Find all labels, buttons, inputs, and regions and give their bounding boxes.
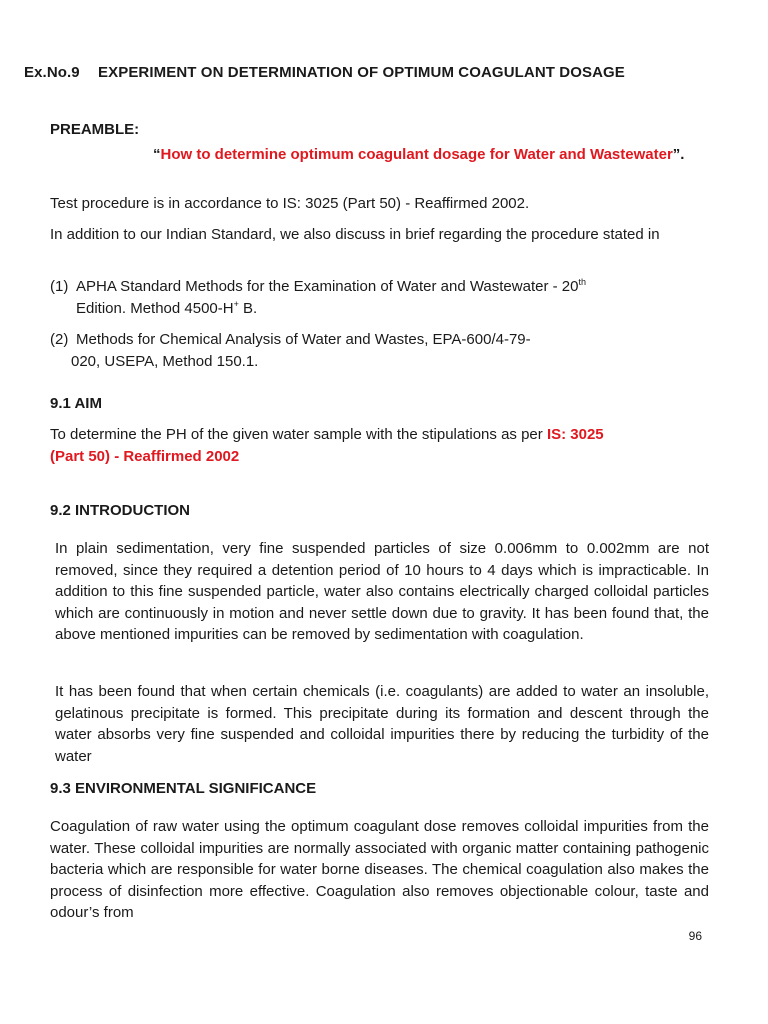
aim-standard: (Part 50) - Reaffirmed 2002 [50, 447, 240, 465]
experiment-number: Ex.No.9 [24, 64, 80, 81]
introduction-paragraph-1: In plain sedimentation, very fine suspended particles of size 0.006mm to 0.002mm are not removed, since they required a detention period of 10 hours to 4 days which is impracticable. In addition to this fine suspended particle, water also contains electrically charged colloidal particles which are continuously in motion and never settle down due to gravity. It has been found that, the above mentioned impurities can be removed by sedimentation with coagulation. [55, 540, 709, 643]
page-title [24, 64, 744, 81]
preamble-quote [153, 145, 709, 164]
reference-text: 020, USEPA, Method 150.1. [71, 352, 259, 370]
aim-text [50, 424, 709, 467]
page-number: 96 [688, 929, 702, 943]
experiment-title: EXPERIMENT ON DETERMINATION OF OPTIMUM COAGULANT DOSAGE [98, 64, 625, 81]
aim-body: To determine the PH of the given water sample with the stipulations as per [50, 426, 547, 443]
test-procedure-text: Test procedure is in accordance to IS: 3025 (Part 50) - Reaffirmed 2002. [50, 195, 530, 212]
reference-text: Edition. Method 4500-H [76, 299, 234, 317]
environmental-paragraph: Coagulation of raw water using the optimum coagulant dose removes colloidal impurities from the water. These colloidal impurities are normally associated with organic matter containing pathogenic bacteria which are responsible for water borne diseases. The chemical coagulation also makes the process of disinfection more effective. Coagulation also removes objectionable colour, taste and odour’s from [50, 818, 709, 921]
superscript: th [578, 277, 586, 287]
reference-item-2 [50, 329, 709, 372]
in-addition-text: In addition to our Indian Standard, we also discuss in brief regarding the procedure stated in [50, 226, 660, 243]
reference-text: Methods for Chemical Analysis of Water and Wastes, EPA-600/4-79- [76, 331, 531, 348]
environmental-heading: 9.3 ENVIRONMENTAL SIGNIFICANCE [50, 780, 317, 797]
reference-text: B. [238, 299, 258, 317]
reference-text: APHA Standard Methods for the Examination of Water and Wastewater - 20 [76, 278, 579, 295]
aim-heading: 9.1 AIM [50, 395, 102, 412]
quote-open: “ [153, 146, 161, 163]
superscript: + [233, 298, 239, 309]
introduction-paragraph-2: It has been found that when certain chemicals (i.e. coagulants) are added to water an insoluble, gelatinous precipitate is formed. This precipitate during its formation and descent through the water absorbs very fine suspended and colloidal impurities there by reducing the turbidity of the water [55, 683, 709, 765]
reference-item-1 [50, 276, 709, 319]
reference-number: (1) [50, 278, 69, 295]
reference-number: (2) [50, 331, 69, 348]
preamble-question: How to determine optimum coagulant dosage for Water and Wastewater [160, 146, 673, 163]
preamble-heading: PREAMBLE: [50, 121, 140, 138]
aim-standard: IS: 3025 [546, 426, 604, 443]
introduction-heading: 9.2 INTRODUCTION [50, 502, 191, 519]
quote-close: ”. [672, 146, 685, 163]
